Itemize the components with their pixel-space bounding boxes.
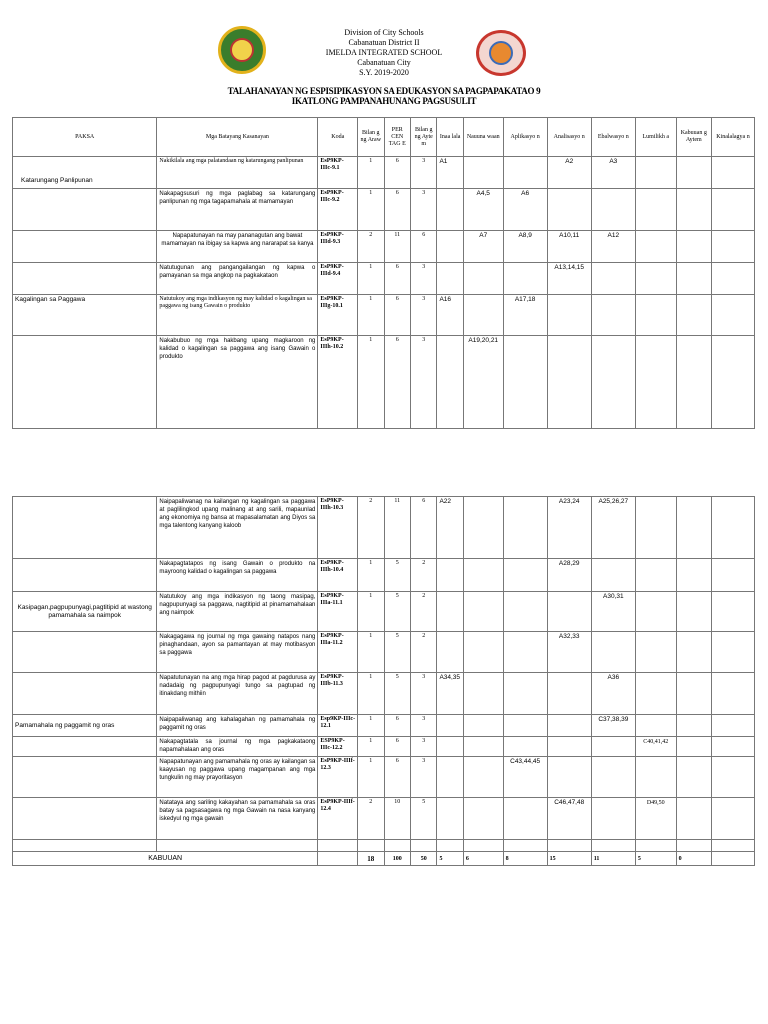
table-row bbox=[13, 263, 755, 295]
aplikasyon-cell bbox=[503, 632, 547, 673]
table-row bbox=[13, 632, 755, 673]
aytem-cell: 3 bbox=[410, 737, 436, 757]
col-bilang-araw: Bilan g ng Araw bbox=[358, 118, 384, 157]
inaalala-cell bbox=[437, 559, 463, 592]
kinalalagyan-cell bbox=[711, 263, 754, 295]
analisasyon-cell bbox=[547, 715, 591, 737]
ebalwasyon-cell: A3 bbox=[591, 157, 635, 189]
araw-cell: 1 bbox=[358, 757, 384, 798]
araw-cell: 1 bbox=[358, 263, 384, 295]
inaalala-cell bbox=[437, 189, 463, 231]
percent-cell: 6 bbox=[384, 737, 410, 757]
nauunawaan-cell bbox=[463, 798, 503, 840]
analisasyon-cell bbox=[547, 592, 591, 632]
inaalala-cell bbox=[437, 592, 463, 632]
analisasyon-cell bbox=[547, 673, 591, 715]
kabuuan-cell bbox=[676, 715, 711, 737]
skill-cell: Nakikilala ang mga palatandaan ng katarungang panlipunan bbox=[157, 157, 318, 189]
percent-cell: 6 bbox=[384, 336, 410, 429]
nauunawaan-cell: A4,5 bbox=[463, 189, 503, 231]
aytem-cell: 2 bbox=[410, 592, 436, 632]
percent-cell: 11 bbox=[384, 231, 410, 263]
inaalala-cell: A22 bbox=[437, 497, 463, 559]
aytem-cell: 3 bbox=[410, 715, 436, 737]
percent-cell: 11 bbox=[384, 497, 410, 559]
paksa-cell bbox=[13, 497, 157, 559]
col-analisasyon: Analisasyo n bbox=[547, 118, 591, 157]
lumilikha-cell bbox=[635, 632, 676, 673]
totals-aplikasyon: 8 bbox=[503, 852, 547, 866]
lumilikha-cell: D49,50 bbox=[635, 798, 676, 840]
inaalala-cell bbox=[437, 737, 463, 757]
nauunawaan-cell bbox=[463, 263, 503, 295]
araw-cell: 1 bbox=[358, 737, 384, 757]
araw-cell: 2 bbox=[358, 497, 384, 559]
koda-cell: EsP9KP-IIIf-12.4 bbox=[318, 798, 358, 840]
col-koda: Koda bbox=[318, 118, 358, 157]
aplikasyon-cell bbox=[503, 673, 547, 715]
paksa-cell: Kasipagan,pagpupunyagi,pagtitipid at wastong pamamahala sa naimpok bbox=[13, 592, 157, 632]
lumilikha-cell bbox=[635, 263, 676, 295]
percent-cell: 6 bbox=[384, 295, 410, 336]
nauunawaan-cell bbox=[463, 559, 503, 592]
percent-cell: 5 bbox=[384, 673, 410, 715]
kinalalagyan-cell bbox=[711, 592, 754, 632]
paksa-cell bbox=[13, 632, 157, 673]
aplikasyon-cell bbox=[503, 157, 547, 189]
skill-cell: Natutukoy ang mga indikasyon ng may kalidad o kagalingan sa paggawa ng isang Gawain o produkto bbox=[157, 295, 318, 336]
lumilikha-cell bbox=[635, 757, 676, 798]
lumilikha-cell bbox=[635, 497, 676, 559]
kabuuan-cell bbox=[676, 673, 711, 715]
aytem-cell: 2 bbox=[410, 559, 436, 592]
araw-cell: 1 bbox=[358, 559, 384, 592]
aytem-cell: 3 bbox=[410, 757, 436, 798]
aplikasyon-cell: C43,44,45 bbox=[503, 757, 547, 798]
koda-cell: EsP9KP-IIIg-10.1 bbox=[318, 295, 358, 336]
aplikasyon-cell: A6 bbox=[503, 189, 547, 231]
col-lumilikha: Lumilikh a bbox=[635, 118, 676, 157]
skill-cell: Napapatunayan na may pananagutan ang bawat mamamayan na ibigay sa kapwa ang nararapat sa kanya bbox=[157, 231, 318, 263]
koda-cell: EsP9KP-IIIf-12.3 bbox=[318, 757, 358, 798]
araw-cell: 1 bbox=[358, 189, 384, 231]
araw-cell: 1 bbox=[358, 715, 384, 737]
kabuuan-cell bbox=[676, 497, 711, 559]
paksa-cell bbox=[13, 757, 157, 798]
ebalwasyon-cell: A30,31 bbox=[591, 592, 635, 632]
inaalala-cell bbox=[437, 798, 463, 840]
aplikasyon-cell bbox=[503, 592, 547, 632]
title-line-2: IKATLONG PAMPANAHUNANG PAGSUSULIT bbox=[291, 96, 477, 106]
table-row bbox=[13, 189, 755, 231]
table-row bbox=[13, 673, 755, 715]
aplikasyon-cell bbox=[503, 497, 547, 559]
skill-cell: Nakapagsusuri ng mga paglabag sa katarungang panlipunan ng mga tagapamahala at mamamayan bbox=[157, 189, 318, 231]
col-paksa: PAKSA bbox=[13, 118, 157, 157]
skill-cell: Nakapagtatapos ng isang Gawain o produkto na mayroong kalidad o kagalingan sa paggawa bbox=[157, 559, 318, 592]
aytem-cell: 3 bbox=[410, 336, 436, 429]
analisasyon-cell: A10,11 bbox=[547, 231, 591, 263]
table-row bbox=[13, 715, 755, 737]
lumilikha-cell bbox=[635, 336, 676, 429]
lumilikha-cell bbox=[635, 157, 676, 189]
lumilikha-cell bbox=[635, 231, 676, 263]
koda-cell: EsP9KP-IIId-9.4 bbox=[318, 263, 358, 295]
aplikasyon-cell bbox=[503, 737, 547, 757]
kinalalagyan-cell bbox=[711, 715, 754, 737]
kinalalagyan-cell bbox=[711, 189, 754, 231]
skill-cell: Natutukoy ang mga indikasyon ng taong masipag, nagpupunyagi sa paggawa, nagtitipid at pinamamahalaan ang naimpok bbox=[157, 592, 318, 632]
paksa-cell: Katarungang Panlipunan bbox=[13, 157, 157, 189]
percent-cell: 6 bbox=[384, 157, 410, 189]
kabuuan-cell bbox=[676, 263, 711, 295]
analisasyon-cell: A2 bbox=[547, 157, 591, 189]
totals-ebalwasyon: 11 bbox=[591, 852, 635, 866]
koda-cell: EsP9KP-IIIb-11.3 bbox=[318, 673, 358, 715]
totals-nauunawaan: 6 bbox=[463, 852, 503, 866]
table-row bbox=[13, 798, 755, 840]
table-row bbox=[13, 336, 755, 429]
aytem-cell: 6 bbox=[410, 497, 436, 559]
ebalwasyon-cell: A36 bbox=[591, 673, 635, 715]
aplikasyon-cell: A17,18 bbox=[503, 295, 547, 336]
analisasyon-cell bbox=[547, 295, 591, 336]
table-header-row bbox=[13, 118, 755, 157]
paksa-cell bbox=[13, 231, 157, 263]
header-line-1: Division of City Schools bbox=[344, 28, 424, 37]
inaalala-cell bbox=[437, 632, 463, 673]
table-row bbox=[13, 737, 755, 757]
kabuuan-cell bbox=[676, 632, 711, 673]
koda-cell: EsP9KP-IIIh-10.3 bbox=[318, 497, 358, 559]
ebalwasyon-cell: C37,38,39 bbox=[591, 715, 635, 737]
nauunawaan-cell bbox=[463, 673, 503, 715]
percent-cell: 5 bbox=[384, 632, 410, 673]
kabuuan-cell bbox=[676, 737, 711, 757]
percent-cell: 6 bbox=[384, 757, 410, 798]
skill-cell: Nakapagtatala sa journal ng mga pagkakataong napamahalaan ang oras bbox=[157, 737, 318, 757]
aplikasyon-cell bbox=[503, 715, 547, 737]
col-kinalalagyan: Kinalalagya n bbox=[711, 118, 754, 157]
table-row bbox=[13, 231, 755, 263]
nauunawaan-cell bbox=[463, 592, 503, 632]
paksa-cell bbox=[13, 263, 157, 295]
inaalala-cell: A34,35 bbox=[437, 673, 463, 715]
totals-inaalala: 5 bbox=[437, 852, 463, 866]
araw-cell: 1 bbox=[358, 673, 384, 715]
analisasyon-cell: A28,29 bbox=[547, 559, 591, 592]
col-inaalala: Inaa lala bbox=[437, 118, 463, 157]
kabuuan-cell bbox=[676, 757, 711, 798]
nauunawaan-cell bbox=[463, 737, 503, 757]
totals-koda bbox=[318, 852, 358, 866]
table-row-empty bbox=[13, 840, 755, 852]
col-bilang-aytem: Bilan g ng Ayte m bbox=[410, 118, 436, 157]
paksa-cell bbox=[13, 798, 157, 840]
percent-cell: 6 bbox=[384, 189, 410, 231]
percent-cell: 6 bbox=[384, 715, 410, 737]
nauunawaan-cell: A19,20,21 bbox=[463, 336, 503, 429]
paksa-cell bbox=[13, 336, 157, 429]
kabuuan-cell bbox=[676, 157, 711, 189]
ebalwasyon-cell bbox=[591, 757, 635, 798]
header-line-4: Cabanatuan City bbox=[357, 58, 411, 67]
analisasyon-cell bbox=[547, 737, 591, 757]
koda-cell: Esp9KP-IIIc-12.1 bbox=[318, 715, 358, 737]
kabuuan-cell bbox=[676, 592, 711, 632]
lumilikha-cell bbox=[635, 592, 676, 632]
totals-lumilikha: 5 bbox=[635, 852, 676, 866]
lumilikha-cell bbox=[635, 715, 676, 737]
analisasyon-cell: A13,14,15 bbox=[547, 263, 591, 295]
analisasyon-cell: A23,24 bbox=[547, 497, 591, 559]
skill-cell: Naipapaliwanag na kailangan ng kagalingan sa paggawa at paglilingkod upang malinang at ang sarili, mapaunlad ang ekonomiya ng bansa at mapasalamatan ang Diyos sa mga talentong kanyang kaloob bbox=[157, 497, 318, 559]
col-ebalwasyon: Ebalwasyo n bbox=[591, 118, 635, 157]
koda-cell: ESP9KP-IIIc-12.2 bbox=[318, 737, 358, 757]
inaalala-cell: A16 bbox=[437, 295, 463, 336]
totals-kinalalagyan bbox=[711, 852, 754, 866]
kinalalagyan-cell bbox=[711, 632, 754, 673]
paksa-cell bbox=[13, 189, 157, 231]
totals-row bbox=[13, 852, 755, 866]
araw-cell: 1 bbox=[358, 157, 384, 189]
koda-cell: EsP9KP-IIId-9.3 bbox=[318, 231, 358, 263]
document-title bbox=[0, 86, 768, 106]
analisasyon-cell bbox=[547, 336, 591, 429]
paksa-cell bbox=[13, 673, 157, 715]
document-header bbox=[0, 28, 768, 78]
nauunawaan-cell bbox=[463, 757, 503, 798]
ebalwasyon-cell bbox=[591, 336, 635, 429]
araw-cell: 1 bbox=[358, 592, 384, 632]
kinalalagyan-cell bbox=[711, 798, 754, 840]
koda-cell: EsP9KP-IIIc-9.1 bbox=[318, 157, 358, 189]
table-row bbox=[13, 295, 755, 336]
koda-cell: EsP9KP-IIIc-9.2 bbox=[318, 189, 358, 231]
aplikasyon-cell bbox=[503, 263, 547, 295]
aplikasyon-cell: A8,9 bbox=[503, 231, 547, 263]
inaalala-cell: A1 bbox=[437, 157, 463, 189]
kinalalagyan-cell bbox=[711, 757, 754, 798]
kinalalagyan-cell bbox=[711, 295, 754, 336]
analisasyon-cell bbox=[547, 757, 591, 798]
ebalwasyon-cell bbox=[591, 632, 635, 673]
skill-cell: Naipapaliwanag ang kahalagahan ng pamamahala ng paggamit ng oras bbox=[157, 715, 318, 737]
skill-cell: Napapatunayan ang pamamahala ng oras ay kailangan sa kaayusan ng paggawa upang magampanan ang mga tungkulin ng may prayoritasyon bbox=[157, 757, 318, 798]
koda-cell: EsP9KP-IIIh-10.4 bbox=[318, 559, 358, 592]
totals-araw: 18 bbox=[358, 852, 384, 866]
ebalwasyon-cell bbox=[591, 189, 635, 231]
analisasyon-cell: C46,47,48 bbox=[547, 798, 591, 840]
araw-cell: 2 bbox=[358, 798, 384, 840]
lumilikha-cell bbox=[635, 559, 676, 592]
ebalwasyon-cell: A25,26,27 bbox=[591, 497, 635, 559]
totals-label: KABUUAN bbox=[13, 852, 318, 866]
percent-cell: 6 bbox=[384, 263, 410, 295]
inaalala-cell bbox=[437, 336, 463, 429]
table-row bbox=[13, 559, 755, 592]
nauunawaan-cell bbox=[463, 157, 503, 189]
header-line-3: IMELDA INTEGRATED SCHOOL bbox=[325, 48, 443, 57]
percent-cell: 10 bbox=[384, 798, 410, 840]
table-row bbox=[13, 157, 755, 189]
nauunawaan-cell bbox=[463, 497, 503, 559]
aplikasyon-cell bbox=[503, 559, 547, 592]
analisasyon-cell: A32,33 bbox=[547, 632, 591, 673]
koda-cell: EsP9KP-IIIa-11.1 bbox=[318, 592, 358, 632]
header-line-2: Cabanatuan District II bbox=[348, 38, 420, 47]
skill-cell: Nakagagawa ng journal ng mga gawaing natapos nang pinaghandaan, ayon sa pamantayan at may motibasyon sa paggawa bbox=[157, 632, 318, 673]
kabuuan-cell bbox=[676, 798, 711, 840]
skill-cell: Napatutunayan na ang mga hirap pagod at pagdurusa ay nadadaig ng pagpupunyagi tungo sa pagtupad ng itinakdang mithiin bbox=[157, 673, 318, 715]
aytem-cell: 2 bbox=[410, 632, 436, 673]
kinalalagyan-cell bbox=[711, 336, 754, 429]
aytem-cell: 3 bbox=[410, 157, 436, 189]
inaalala-cell bbox=[437, 231, 463, 263]
analisasyon-cell bbox=[547, 189, 591, 231]
lumilikha-cell bbox=[635, 189, 676, 231]
kinalalagyan-cell bbox=[711, 673, 754, 715]
aytem-cell: 6 bbox=[410, 231, 436, 263]
ebalwasyon-cell bbox=[591, 798, 635, 840]
aplikasyon-cell bbox=[503, 798, 547, 840]
araw-cell: 1 bbox=[358, 336, 384, 429]
percent-cell: 5 bbox=[384, 592, 410, 632]
aytem-cell: 3 bbox=[410, 189, 436, 231]
skill-cell: Natataya ang sariling kakayahan sa pamamahala sa oras batay sa pagsasagawa ng mga Gawain na nasa kanyang iskedyul ng mga gawain bbox=[157, 798, 318, 840]
paksa-cell: Pamamahala ng paggamit ng oras bbox=[13, 715, 157, 737]
percent-cell: 5 bbox=[384, 559, 410, 592]
nauunawaan-cell bbox=[463, 295, 503, 336]
paksa-cell: Kagalingan sa Paggawa bbox=[13, 295, 157, 336]
kinalalagyan-cell bbox=[711, 231, 754, 263]
skill-cell: Natutugunan ang pangangailangan ng kapwa o pamayanan sa mga angkop na pagkakataon bbox=[157, 263, 318, 295]
araw-cell: 1 bbox=[358, 295, 384, 336]
skill-cell: Nakabubuo ng mga hakbang upang magkaroon ng kalidad o kagalingan sa paggawa ang isang Gawain o produkto bbox=[157, 336, 318, 429]
aplikasyon-cell bbox=[503, 336, 547, 429]
col-kabuuang-aytem: Kabuuan g Aytem bbox=[676, 118, 711, 157]
totals-kabuuan: 0 bbox=[676, 852, 711, 866]
totals-analisasyon: 15 bbox=[547, 852, 591, 866]
araw-cell: 1 bbox=[358, 632, 384, 673]
ebalwasyon-cell bbox=[591, 263, 635, 295]
koda-cell: EsP9KP-IIIa-11.2 bbox=[318, 632, 358, 673]
kabuuan-cell bbox=[676, 559, 711, 592]
col-kasanayan: Mga Batayang Kasanayan bbox=[157, 118, 318, 157]
paksa-cell bbox=[13, 737, 157, 757]
kinalalagyan-cell bbox=[711, 157, 754, 189]
col-percentage: PER CEN TAG E bbox=[384, 118, 410, 157]
aytem-cell: 5 bbox=[410, 798, 436, 840]
totals-aytem: 50 bbox=[410, 852, 436, 866]
kabuuan-cell bbox=[676, 189, 711, 231]
lumilikha-cell bbox=[635, 295, 676, 336]
kinalalagyan-cell bbox=[711, 737, 754, 757]
aytem-cell: 3 bbox=[410, 295, 436, 336]
aytem-cell: 3 bbox=[410, 673, 436, 715]
header-line-5: S.Y. 2019-2020 bbox=[359, 68, 409, 77]
kinalalagyan-cell bbox=[711, 497, 754, 559]
specification-table-bottom bbox=[12, 496, 755, 866]
lumilikha-cell bbox=[635, 673, 676, 715]
kabuuan-cell bbox=[676, 336, 711, 429]
ebalwasyon-cell: A12 bbox=[591, 231, 635, 263]
col-aplikasyon: Aplikasyo n bbox=[503, 118, 547, 157]
totals-percent: 100 bbox=[384, 852, 410, 866]
nauunawaan-cell bbox=[463, 715, 503, 737]
table-row bbox=[13, 497, 755, 559]
lumilikha-cell: C40,41,42 bbox=[635, 737, 676, 757]
col-nauunawaan: Nauuna waan bbox=[463, 118, 503, 157]
kinalalagyan-cell bbox=[711, 559, 754, 592]
specification-table-top bbox=[12, 117, 755, 429]
inaalala-cell bbox=[437, 715, 463, 737]
ebalwasyon-cell bbox=[591, 737, 635, 757]
nauunawaan-cell: A7 bbox=[463, 231, 503, 263]
ebalwasyon-cell bbox=[591, 559, 635, 592]
inaalala-cell bbox=[437, 263, 463, 295]
title-line-1: TALAHANAYAN NG ESPISIPIKASYON SA EDUKASYON SA PAGPAPAKATAO 9 bbox=[227, 86, 541, 96]
koda-cell: EsP9KP-IIIh-10.2 bbox=[318, 336, 358, 429]
kabuuan-cell bbox=[676, 231, 711, 263]
aytem-cell: 3 bbox=[410, 263, 436, 295]
inaalala-cell bbox=[437, 757, 463, 798]
nauunawaan-cell bbox=[463, 632, 503, 673]
araw-cell: 2 bbox=[358, 231, 384, 263]
paksa-cell bbox=[13, 559, 157, 592]
kabuuan-cell bbox=[676, 295, 711, 336]
ebalwasyon-cell bbox=[591, 295, 635, 336]
table-row bbox=[13, 757, 755, 798]
table-row bbox=[13, 592, 755, 632]
